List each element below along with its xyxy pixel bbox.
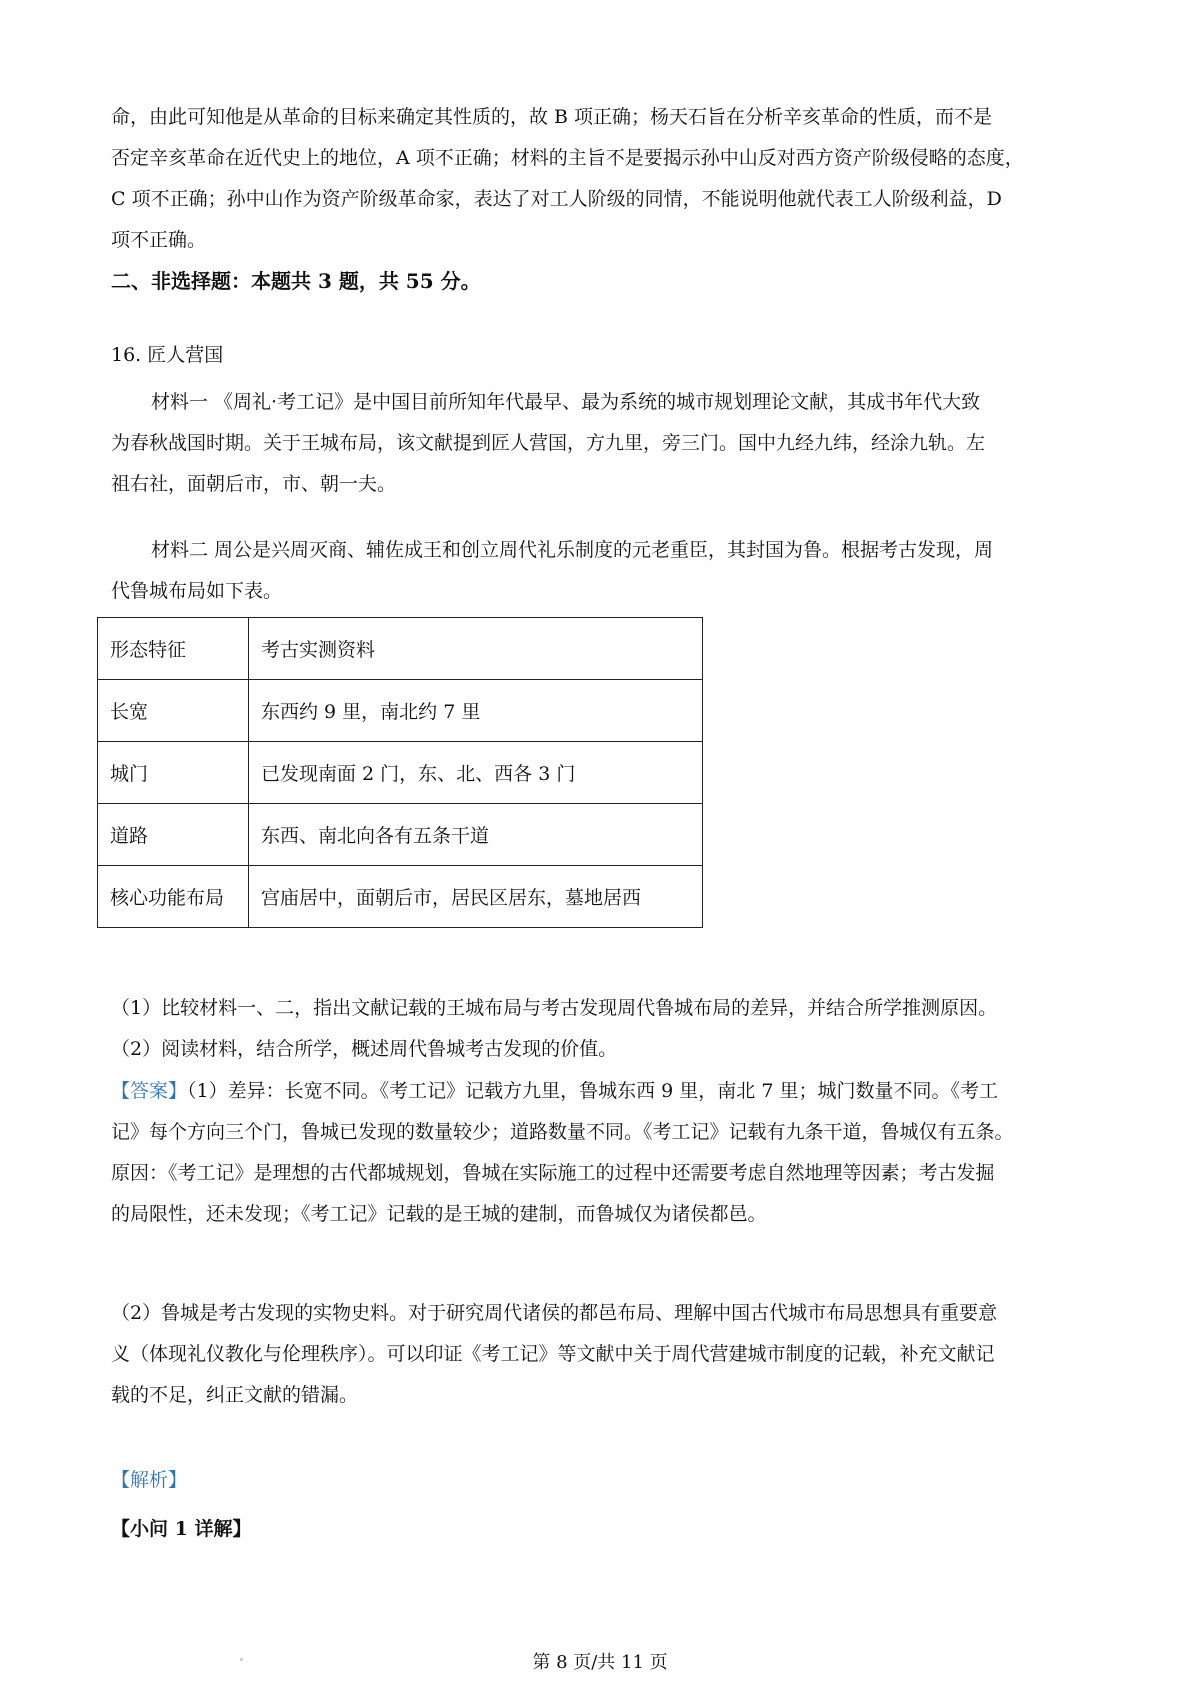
table-cell: 已发现南面 2 门，东、北、西各 3 门 <box>249 742 703 804</box>
text-line: 为春秋战国时期。关于王城布局，该文献提到匠人营国，方九里，旁三门。国中九经九纬，经涂九轨。左 <box>111 432 986 454</box>
table-cell: 城门 <box>98 742 249 804</box>
section-heading-block <box>111 261 1101 302</box>
table-cell: 宫庙居中，面朝后市，居民区居东，墓地居西 <box>249 866 703 928</box>
questions <box>111 988 1101 1070</box>
table-cell: 长宽 <box>98 680 249 742</box>
text-line: 材料二 周公是兴周灭商、辅佐成王和创立周代礼乐制度的元老重臣，其封国为鲁。根据考古发现，周 <box>151 539 994 561</box>
lu-city-layout-table <box>97 617 703 928</box>
material-two <box>111 530 1101 612</box>
text-line: 载的不足，纠正文献的错漏。 <box>111 1384 359 1406</box>
table-cell: 道路 <box>98 804 249 866</box>
text-line: 项不正确。 <box>111 229 207 251</box>
page-footer: 第 8 页/共 11 页 <box>532 1652 668 1673</box>
question-line: （1）比较材料一、二，指出文献记载的王城布局与考古发现周代鲁城布局的差异，并结合所学推测原因。 <box>111 997 998 1019</box>
table-row <box>98 680 703 742</box>
text-line: 原因：《考工记》是理想的古代都城规划，鲁城在实际施工的过程中还需要考虑自然地理等因素；考古发掘 <box>111 1162 995 1184</box>
top-paragraph <box>111 97 1101 261</box>
analysis-tag: 【解析】 <box>111 1469 188 1491</box>
text-line: 材料一 《周礼·考工记》是中国目前所知年代最早、最为系统的城市规划理论文献，其成书年代大致 <box>151 391 981 413</box>
answer-part1 <box>111 1071 1101 1235</box>
question-title: 16. 匠人营国 <box>111 344 224 366</box>
answer-part2 <box>111 1293 1101 1416</box>
text-line: 记》每个方向三个门，鲁城已发现的数量较少；道路数量不同。《考工记》记载有九条干道，鲁城仅有五条。 <box>111 1121 1014 1143</box>
text-line: 祖右社，面朝后市，市、朝一夫。 <box>111 473 397 495</box>
table-cell: 东西、南北向各有五条干道 <box>249 804 703 866</box>
text-line: 否定辛亥革命在近代史上的地位，A 项不正确；材料的主旨不是要揭示孙中山反对西方资产阶级侵略的态度， <box>111 147 1024 169</box>
table-cell: 形态特征 <box>98 618 249 680</box>
section-heading: 二、非选择题：本题共 3 题，共 55 分。 <box>111 269 481 293</box>
table-row <box>98 866 703 928</box>
answer-tag: 【答案】 <box>111 1080 188 1102</box>
answer-text: （1）差异：长宽不同。《考工记》记载方九里，鲁城东西 9 里，南北 7 里；城门数量不同。《考工 <box>187 1080 998 1102</box>
table-row <box>98 804 703 866</box>
table-row <box>98 618 703 680</box>
table-row <box>98 742 703 804</box>
text-line: 代鲁城布局如下表。 <box>111 580 283 602</box>
text-line: 命，由此可知他是从革命的目标来确定其性质的，故 B 项正确；杨天石旨在分析辛亥革命的性质，而不是 <box>111 106 993 128</box>
question-line: （2）阅读材料，结合所学，概述周代鲁城考古发现的价值。 <box>111 1038 618 1060</box>
text-line: （2）鲁城是考古发现的实物史料。对于研究周代诸侯的都邑布局、理解中国古代城市布局思想具有重要意 <box>111 1302 998 1324</box>
table-cell: 东西约 9 里，南北约 7 里 <box>249 680 703 742</box>
analysis-block <box>111 1460 1101 1501</box>
text-line: 义（体现礼仪教化与伦理秩序）。可以印证《考工记》等文献中关于周代营建城市制度的记载，补充文献记 <box>111 1343 995 1365</box>
material-one <box>111 382 1101 505</box>
table-cell: 考古实测资料 <box>249 618 703 680</box>
sub-question-tag: 【小问 1 详解】 <box>111 1518 252 1540</box>
text-line <box>111 1071 1101 1112</box>
text-line: C 项不正确；孙中山作为资产阶级革命家，表达了对工人阶级的同情，不能说明他就代表工人阶级利益，D <box>111 188 1002 210</box>
table-cell: 核心功能布局 <box>98 866 249 928</box>
sub-question-block <box>111 1509 1101 1550</box>
question-title-block <box>111 335 1101 376</box>
text-line: 的局限性，还未发现；《考工记》记载的是王城的建制，而鲁城仅为诸侯都邑。 <box>111 1203 767 1225</box>
